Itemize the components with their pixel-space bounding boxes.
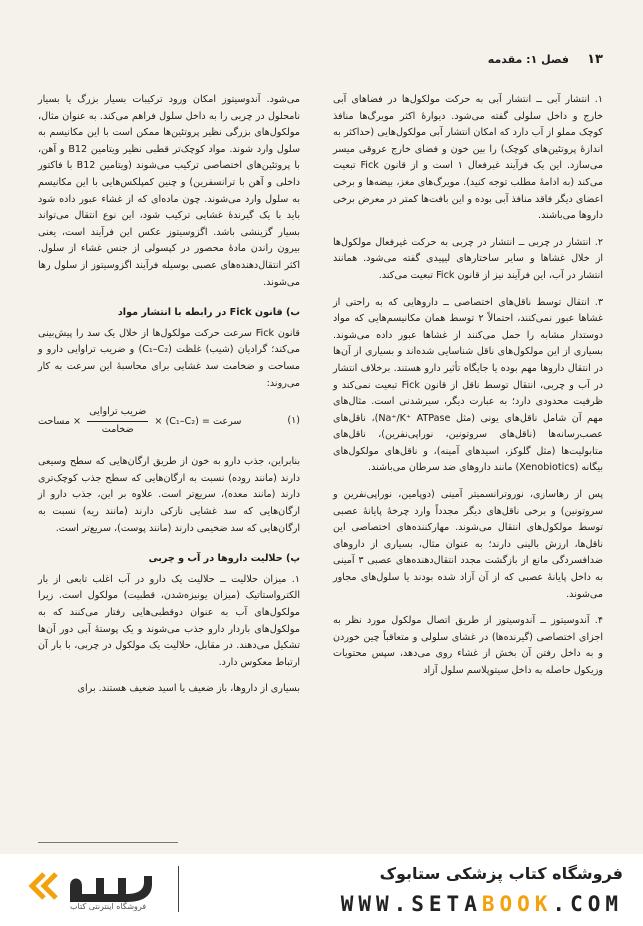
page-header — [40, 52, 603, 74]
fick-law-heading: ب) قانون Fick در رابطه با انتشار مواد — [117, 307, 300, 319]
formula-number: (۱) — [287, 414, 300, 426]
formula-fraction — [87, 404, 148, 438]
left-column — [38, 92, 300, 708]
url-suffix: .COM — [552, 892, 623, 916]
formula-rhs: × مساحت — [38, 416, 82, 428]
solubility-text: ۱. میزان حلالیت ــ حلالیت یک دارو در آب اغلب تابعی از بار الکترواستاتیک (میزان یونیزه‌شدن، قطبیت) مولکول است. زیرا مولکول‌های آب به عنوان دوقطبی‌هایی رفتار می‌کنند که به مولکول‌های باردار دارو جذب می‌شوند و یک پوستهٔ آبی دور آن‌ها تشکیل می‌دهند. در مقابل، حلالیت یک مولکول در چربی، با بار آن ارتباط معکوس دارد. — [38, 573, 300, 668]
formula-equation — [38, 404, 241, 438]
store-subtitle: فروشگاه اینترنتی کتاب — [70, 902, 147, 911]
formula-numerator: ضریب تراوایی — [87, 404, 148, 422]
solubility-heading: پ) حلالیت داروها در آب و چربی — [148, 553, 300, 565]
paragraph-endocytosis-cont: می‌شود. آندوسیتوز امکان ورود ترکیبات بسیار بزرگ یا بسیار نامحلول در چربی را به داخل سلول فراهم می‌کند. به عنوان مثال، مولکول‌های بزرگی نظیر پروتئین‌ها ممکن است با این مکانیسم به سلول وارد شوند. مواد کوچک‌تر قطبی نظیر ویتامین B12 و آهن، با پروتئین‌های اختصاصی ترکیب می‌شوند (ویتامین B12 با فاکتور داخلی و آهن با ترانسفرین) و چنین کمپلکس‌هایی با این مکانیسم به سلول وارد می‌شوند. چون ماده‌ای که از غشاء عبور داده شود باید با یک گیرندهٔ غشایی ترکیب شود، این نوع انتقال می‌تواند بسیار گزینشی باشد. اگزوسیتوز عکس این فرآیند است، یعنی بیرون راندن مادهٔ محصور در کپسولی از جنس غشاء از سلول. اکثر انتقال‌دهنده‌های عصبی بوسیله فرآیند اگزوسیتوز از سلول رها می‌شوند. — [38, 94, 300, 288]
footnote-divider — [38, 842, 178, 843]
formula-lhs: سرعت = (C₁–C₂) × — [154, 416, 242, 428]
url-accent: BOOK — [481, 892, 553, 916]
paragraph-endocytosis: ۴. آندوسیتوز ــ آندوسیتوز از طریق اتصال مولکول مورد نظر به اجزای اختصاصی (گیرنده‌ها) در غشای سلولی و متعاقباً چین خوردن و به داخل رفتن آن بخش از غشاء روی می‌دهد، سپس محتویات وزیکول حاصله به داخل سیتوپلاسم سلول آزاد — [333, 615, 603, 676]
store-title: فروشگاه کتاب پزشکی ستابوک — [379, 864, 623, 883]
fick-law-text: قانون Fick سرعت حرکت مولکول‌ها از خلال یک سد را پیش‌بینی می‌کند؛ گرادیان (شیب) غلظت (C₁–C₂) و ضریب تراوایی دارو و مساحت و ضخامت سد غشایی برای محاسبهٔ این سرعت به کار می‌روند: — [38, 327, 301, 389]
paragraph-reuptake: پس از رهاسازی، نوروترانسمیتر آمینی (دوپامین، نوراپی‌نفرین و سروتونین) و برخی ناقل‌های دیگر مجدداً وارد چرخهٔ پایانهٔ عصبی توسط مولکول‌های انتقال می‌شوند. مهارکننده‌های اختصاصی این ناقل‌ها، ارزش بالینی دارند؛ به عنوان مثال، بسیاری از داروهای ضدافسردگی مانع از بازگشت مجدد انتقال‌دهنده‌های عصبی ۳ آمینی به داخل پایانهٔ عصبی که از آن آزاد شده بودند یا سلول‌های مجاور می‌شوند. — [333, 489, 603, 600]
store-banner — [0, 854, 643, 926]
formula-explanation: بنابراین، جذب دارو به خون از طریق ارگان‌هایی که سطح وسیعی دارند (مانند روده) نسبت به ارگان‌هایی که سطح جذب کوچک‌تری دارند (مانند معده)، سریع‌تر است. علاوه بر این، جذب دارو از ارگان‌هایی که سد غشایی نازکی دارند (مانند ریه) نسبت به ارگان‌هایی که سد ضخیمی دارند (مانند پوست)، سریع‌تر است. — [38, 456, 300, 534]
paragraph-last-line: بسیاری از داروها، باز ضعیف یا اسید ضعیف هستند. برای — [77, 683, 300, 695]
store-url[interactable] — [341, 892, 623, 916]
paragraph-aqueous-diffusion: ۱. انتشار آبی ــ انتشار آبی به حرکت مولکول‌ها در فضاهای آبی خارج و داخل سلولی گفته می‌شود. دیوارهٔ اکثر مویرگ‌ها منافذ کوچک مملو از آب دارد که امکان انتشار آبی مولکول‌هایی (حداکثر به اندازهٔ پروتئین‌های کوچک) را بین خون و فضای خارج عروقی میسر می‌سازد. این یک فرآیند غیرفعال ۱ است و از قانون Fick تبعیت می‌کند (به ادامهٔ مطلب توجه کنید). مویرگ‌های مغز، بیضه‌ها و برخی اعضای دیگر فاقد منافذ آبی بوده و این بافت‌ها کمتر در معرض برخی داروها می‌باشند. — [333, 94, 603, 222]
paragraph-carrier-transport: ۳. انتقال توسط ناقل‌های اختصاصی ــ داروهایی که به راحتی از غشاها عبور نمی‌کنند، احتمالاً ۲ توسط همان مکانیسم‌هایی که مواد دوستدار مشابه را حمل می‌کنند از غشاها عبور داده می‌شوند. بسیاری از این مولکول‌های ناقل شناسایی شده‌اند و بسیاری از آن‌ها در انتقال داروها مهم بوده یا جایگاه تأثیر دارو هستند. برخلاف انتشار در آب و چربی، انتقال توسط ناقل از قانون Fick تبعیت نمی‌کند و ظرفیت محدودی دارد؛ به عبارت دیگر، سیرشدنی است. مثال‌های مهم آن شامل ناقل‌های یونی (مثل Na⁺/K⁺ ATPase)، ناقل‌های عصب‌رسانه‌ها (ناقل‌های سروتونین، نوراپی‌نفرین)، ناقل‌های متابولیت‌ها (مثل گلوکز، اسیدهای آمینه)، و ناقل‌های مولکول‌های بیگانه (Xenobiotics) مانند داروهای ضد سرطان می‌باشند. — [333, 296, 603, 474]
chapter-title: فصل ۱: مقدمه — [487, 53, 569, 66]
page-number: ۱۳ — [587, 52, 603, 67]
paragraph-lipid-diffusion: ۲. انتشار در چربی ــ انتشار در چربی به حرکت غیرفعال مولکول‌ها از خلال غشاها و سایر ساختارهای لیپیدی گفته می‌شود. همانند انتشار در آب، این فرآیند نیز از قانون Fick تبعیت می‌کند. — [333, 236, 603, 281]
formula-denominator: ضخامت — [101, 423, 134, 435]
fick-formula — [38, 404, 300, 438]
url-prefix: WWW.SETA — [340, 892, 482, 916]
banner-divider — [178, 866, 179, 912]
right-column — [333, 92, 603, 690]
